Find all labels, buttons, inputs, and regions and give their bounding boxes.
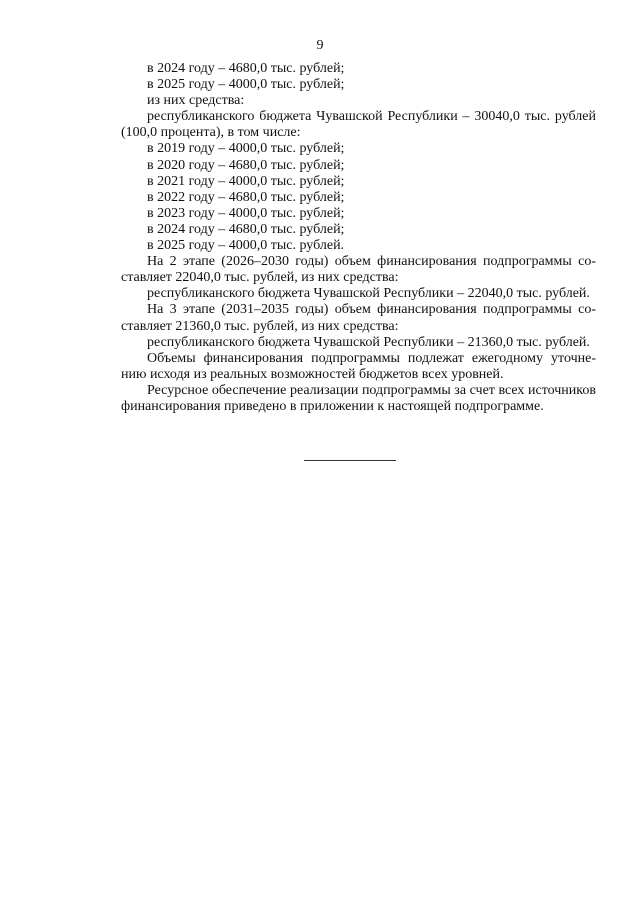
text-line: республиканского бюджета Чувашской Республики – 21360,0 тыс. рублей.	[147, 334, 590, 350]
text-line: нию исходя из реальных возможностей бюджетов всех уровней.	[121, 366, 504, 382]
text-line: (100,0 процента), в том числе:	[121, 125, 301, 141]
text-line: в 2022 году – 4680,0 тыс. рублей;	[147, 189, 345, 205]
page-number: 9	[316, 38, 324, 53]
text-line: ставляет 21360,0 тыс. рублей, из них средства:	[121, 318, 399, 334]
text-line: из них средства:	[147, 93, 245, 109]
text-line: Ресурсное обеспечение реализации подпрограммы за счет всех источников	[147, 382, 596, 398]
text-line: На 3 этапе (2031–2035 годы) объем финансирования подпрограммы со-	[147, 302, 596, 318]
text-line: в 2019 году – 4000,0 тыс. рублей;	[147, 141, 345, 157]
text-line: в 2025 году – 4000,0 тыс. рублей.	[147, 238, 345, 254]
text-line: в 2021 году – 4000,0 тыс. рублей;	[147, 173, 345, 189]
text-line: республиканского бюджета Чувашской Республики – 30040,0 тыс. рублей	[147, 109, 596, 125]
text-line: в 2024 году – 4680,0 тыс. рублей;	[147, 221, 345, 237]
text-line: Объемы финансирования подпрограммы подлежат ежегодному уточне-	[147, 350, 596, 366]
text-line: в 2023 году – 4000,0 тыс. рублей;	[147, 205, 345, 221]
document-body	[121, 61, 596, 415]
text-line: в 2024 году – 4680,0 тыс. рублей;	[147, 61, 345, 76]
text-line: в 2020 году – 4680,0 тыс. рублей;	[147, 157, 345, 173]
text-line: республиканского бюджета Чувашской Республики – 22040,0 тыс. рублей.	[147, 286, 590, 302]
text-line: ставляет 22040,0 тыс. рублей, из них средства:	[121, 270, 399, 286]
text-line: На 2 этапе (2026–2030 годы) объем финансирования подпрограммы со-	[147, 254, 596, 270]
text-line: в 2025 году – 4000,0 тыс. рублей;	[147, 77, 345, 93]
text-line: финансирования приведено в приложении к настоящей подпрограмме.	[121, 398, 544, 414]
end-separator-line	[304, 460, 396, 461]
